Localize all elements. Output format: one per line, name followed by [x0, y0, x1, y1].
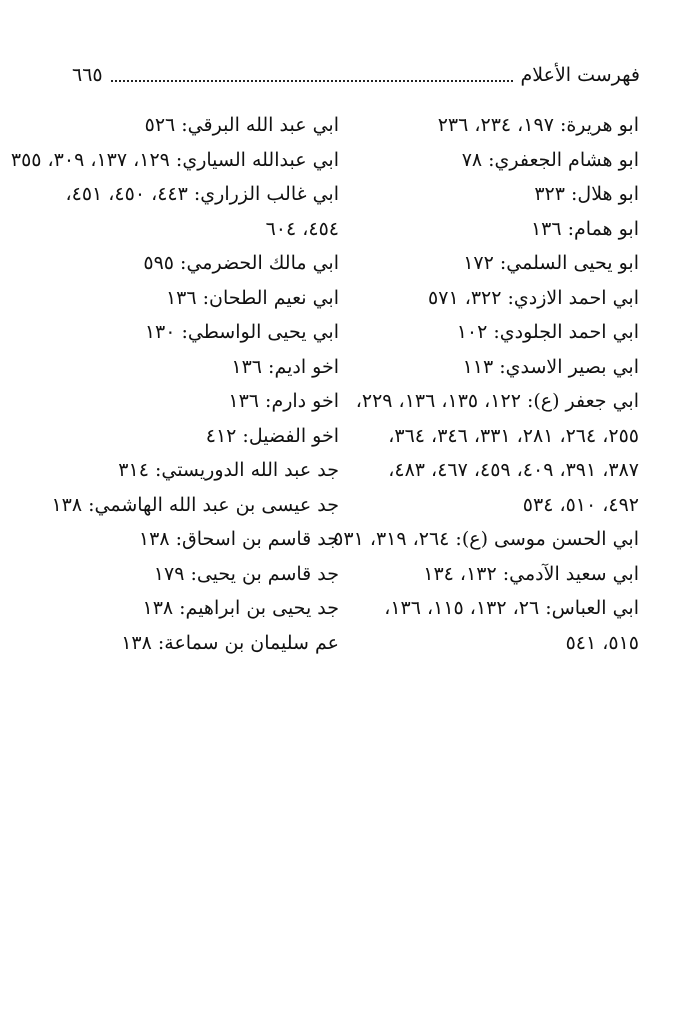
index-entry: ٢٥٥، ٢٦٤، ٢٨١، ٣٣١، ٣٤٦، ٣٦٤، [388, 424, 639, 447]
index-entry: ابي الحسن موسى (ع): ٢٦٤، ٣١٩، ٥٣١ [333, 528, 639, 550]
index-entry: ابو هريرة: ١٩٧، ٢٣٤، ٢٣٦ [437, 114, 639, 136]
index-entry: ٤٥٤، ٦٠٤ [265, 217, 339, 240]
index-entry: جد قاسم بن اسحاق: ١٣٨ [138, 528, 339, 550]
index-entry: ابو يحيى السلمي: ١٧٢ [463, 252, 639, 274]
index-entry: ابي يحيى الواسطي: ١٣٠ [144, 321, 339, 343]
index-entry: ابو همام: ١٣٦ [530, 217, 639, 240]
index-entry: ابي سعيد الآدمي: ١٣٢، ١٣٤ [423, 562, 639, 585]
index-entry: ابي احمد الازدي: ٣٢٢، ٥٧١ [428, 286, 639, 309]
index-entry: ابي مالك الحضرمي: ٥٩٥ [143, 252, 339, 274]
index-entry: جد قاسم بن يحيى: ١٧٩ [153, 562, 339, 585]
page-number: ٦٦٥ [72, 64, 103, 86]
index-entry: ٥١٥، ٥٤١ [565, 631, 639, 654]
index-entry: ابي العباس: ٢٦، ١٣٢، ١١٥، ١٣٦، [384, 597, 639, 619]
index-entry: جد يحيى بن ابراهيم: ١٣٨ [142, 597, 339, 619]
index-entry: ابي عبدالله السياري: ١٢٩، ١٣٧، ٣٠٩، ٣٥٥ [10, 148, 339, 171]
leader-dots [111, 80, 513, 82]
index-entry: اخو اديم: ١٣٦ [231, 355, 339, 378]
index-entry: ابي عبد الله البرقي: ٥٢٦ [144, 114, 339, 136]
index-title: فهرست الأعلام [520, 64, 640, 86]
index-entry: جد عبد الله الدوريستي: ٣١٤ [118, 459, 339, 481]
index-entry: ابي احمد الجلودي: ١٠٢ [456, 321, 639, 343]
index-entry: ابي بصير الاسدي: ١١٣ [462, 355, 639, 378]
index-entry: عم سليمان بن سماعة: ١٣٨ [121, 631, 339, 654]
index-entry: ابو هلال: ٣٢٣ [534, 183, 639, 205]
index-entry: ابي غالب الزراري: ٤٤٣، ٤٥٠، ٤٥١، [65, 183, 339, 205]
index-entry: اخو دارم: ١٣٦ [228, 390, 339, 412]
index-entry: اخو الفضيل: ٤١٢ [205, 424, 339, 447]
index-entry: ابو هشام الجعفري: ٧٨ [461, 148, 639, 171]
page-header [72, 60, 640, 90]
left-column [10, 108, 339, 660]
index-entry: ابي نعيم الطحان: ١٣٦ [165, 286, 339, 309]
right-column [333, 108, 639, 660]
index-entry: ابي جعفر (ع): ١٢٢، ١٣٥، ١٣٦، ٢٢٩، [355, 390, 639, 412]
index-entry: ٣٨٧، ٣٩١، ٤٠٩، ٤٥٩، ٤٦٧، ٤٨٣، [388, 459, 639, 481]
index-entry: ٤٩٢، ٥١٠، ٥٣٤ [522, 493, 639, 516]
index-entry: جد عيسى بن عبد الله الهاشمي: ١٣٨ [51, 493, 339, 516]
